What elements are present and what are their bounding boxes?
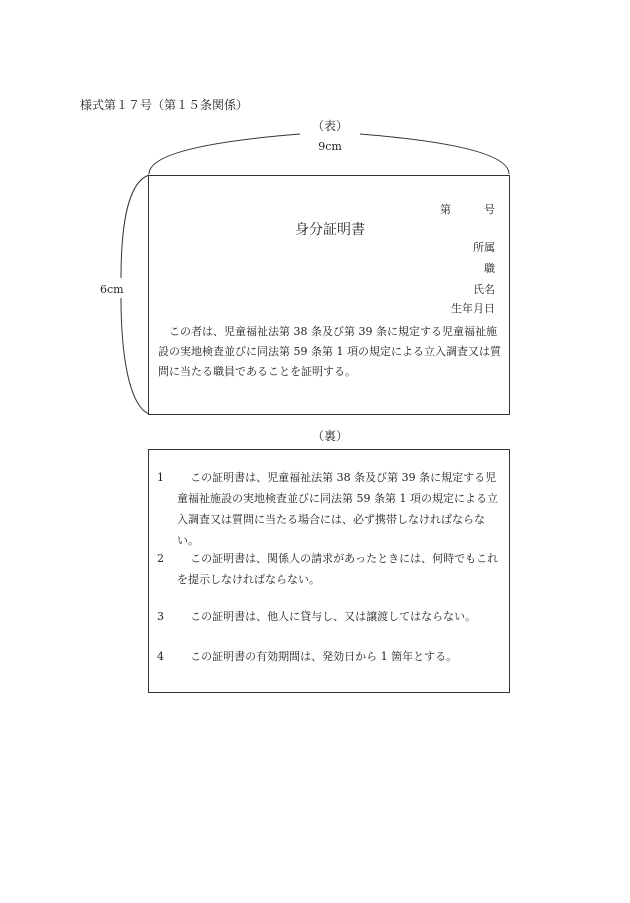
note-item [157,467,499,551]
id-card-front [148,175,510,415]
note-number: 4 [157,650,164,663]
note-item [157,548,499,590]
note-number: 3 [157,610,164,623]
form-number-label: 様式第１７号（第１５条関係） [80,98,249,112]
id-card-back [148,449,510,693]
height-dimension-label: 6cm [100,283,124,296]
field-job-title: 職 [484,262,495,275]
certification-text: この者は、児童福祉法第 38 条及び第 39 条に規定する児童福祉施設の実地検査並びに同法第 59 条第 1 項の規定による立入調査又は質問に当たる職員であることを証明する。 [158,325,501,378]
field-affiliation: 所属 [473,241,495,254]
note-text: この証明書の有効期間は、発効日から 1 箇年とする。 [190,650,458,663]
note-text: この証明書は、関係人の請求があったときには、何時でもこれを提示しなければならない。 [177,552,499,586]
certificate-number-label: 第 号 [440,203,495,216]
note-number: 2 [157,552,164,565]
note-item [157,606,499,627]
field-name: 氏名 [473,283,495,296]
front-caption: （表） [311,119,348,133]
note-number: 1 [157,471,164,484]
back-caption: （裏） [311,429,348,443]
note-text: この証明書は、児童福祉法第 38 条及び第 39 条に規定する児童福祉施設の実地検査並びに同法第 59 条第 1 項の規定による立入調査又は質問に当たる場合には、必ず携帯しなければならない。 [177,471,498,547]
height-brace [121,175,149,414]
width-dimension-label: 9cm [318,140,342,153]
card-title: 身分証明書 [295,222,365,238]
note-text: この証明書は、他人に貸与し、又は譲渡してはならない。 [190,610,477,623]
field-date-of-birth: 生年月日 [451,302,495,315]
note-item [157,646,499,667]
